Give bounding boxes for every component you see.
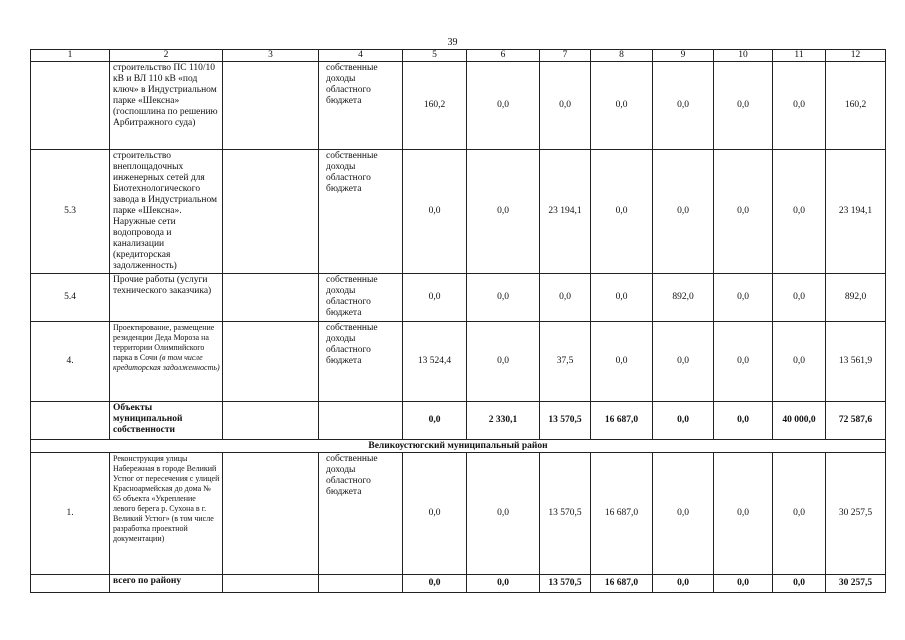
value-cell: 0,0 (403, 274, 467, 322)
table-row (31, 453, 886, 575)
value-cell: 0,0 (653, 150, 714, 274)
object-name: всего по району (110, 575, 223, 593)
value-cell: 0,0 (403, 402, 467, 440)
value-cell: 0,0 (773, 322, 826, 402)
col-header: 10 (714, 50, 773, 62)
row-number: 1. (31, 453, 110, 575)
value-cell: 0,0 (591, 274, 653, 322)
funding-source: собственные доходы областного бюджета (319, 62, 403, 150)
value-cell: 0,0 (403, 453, 467, 575)
value-cell: 160,2 (403, 62, 467, 150)
value-cell: 16 687,0 (591, 575, 653, 593)
funding-source (319, 402, 403, 440)
empty-cell (223, 62, 319, 150)
funding-source (319, 575, 403, 593)
value-cell: 0,0 (403, 150, 467, 274)
empty-cell (223, 274, 319, 322)
row-number: 5.4 (31, 274, 110, 322)
value-cell: 0,0 (591, 150, 653, 274)
value-cell: 13 570,5 (540, 575, 591, 593)
value-cell: 30 257,5 (826, 575, 886, 593)
object-name (110, 322, 223, 402)
value-cell: 0,0 (773, 575, 826, 593)
budget-table (30, 49, 886, 593)
object-name-text: Проектирование, размещение резиденции Деда Мороза на территории Олимпийского парка в Сочи (113, 323, 215, 362)
value-cell: 0,0 (653, 62, 714, 150)
section-row (31, 440, 886, 453)
value-cell: 0,0 (591, 62, 653, 150)
value-cell: 0,0 (714, 322, 773, 402)
value-cell: 16 687,0 (591, 402, 653, 440)
value-cell: 2 330,1 (467, 402, 540, 440)
value-cell: 72 587,6 (826, 402, 886, 440)
value-cell: 13 524,4 (403, 322, 467, 402)
row-number (31, 62, 110, 150)
value-cell: 892,0 (653, 274, 714, 322)
value-cell: 37,5 (540, 322, 591, 402)
value-cell: 30 257,5 (826, 453, 886, 575)
empty-cell (223, 402, 319, 440)
object-name: Реконструкция улицы Набережная в городе Великий Устюг от пересечения с улицей Красноармейская до дома № 65 объекта «Укрепление левого берега р. Сухона в г. Великий Устюг» (в том числе разработка проектной документации) (110, 453, 223, 575)
col-header: 8 (591, 50, 653, 62)
value-cell: 13 561,9 (826, 322, 886, 402)
section-title: Великоустюгский муниципальный район (31, 440, 886, 453)
funding-source: собственные доходы областного бюджета (319, 150, 403, 274)
object-name: Прочие работы (услуги технического заказчика) (110, 274, 223, 322)
value-cell: 160,2 (826, 62, 886, 150)
row-number (31, 402, 110, 440)
col-header: 7 (540, 50, 591, 62)
value-cell: 0,0 (653, 453, 714, 575)
value-cell: 0,0 (540, 274, 591, 322)
empty-cell (223, 453, 319, 575)
value-cell: 0,0 (714, 402, 773, 440)
funding-source: собственные доходы областного бюджета (319, 453, 403, 575)
value-cell: 892,0 (826, 274, 886, 322)
value-cell: 0,0 (714, 453, 773, 575)
object-name-note: (в том числе кредиторская задолженность) (113, 353, 220, 372)
value-cell: 0,0 (467, 274, 540, 322)
object-name: Объекты муниципальной собственности (110, 402, 223, 440)
subtotal-row (31, 402, 886, 440)
col-header: 3 (223, 50, 319, 62)
value-cell: 40 000,0 (773, 402, 826, 440)
row-number (31, 575, 110, 593)
col-header: 1 (31, 50, 110, 62)
value-cell: 0,0 (653, 575, 714, 593)
col-header: 2 (110, 50, 223, 62)
value-cell: 0,0 (591, 322, 653, 402)
object-name: строительство ПС 110/10 кВ и ВЛ 110 кВ «под ключ» в Индустриальном парке «Шексна» (госпошлина по решению Арбитражного суда) (110, 62, 223, 150)
value-cell: 23 194,1 (540, 150, 591, 274)
row-number: 4. (31, 322, 110, 402)
value-cell: 16 687,0 (591, 453, 653, 575)
value-cell: 23 194,1 (826, 150, 886, 274)
value-cell: 0,0 (714, 274, 773, 322)
col-header: 6 (467, 50, 540, 62)
value-cell: 0,0 (653, 322, 714, 402)
total-row (31, 575, 886, 593)
value-cell: 0,0 (467, 150, 540, 274)
table-row (31, 274, 886, 322)
value-cell: 0,0 (467, 62, 540, 150)
value-cell: 0,0 (714, 150, 773, 274)
value-cell: 0,0 (773, 453, 826, 575)
value-cell: 0,0 (714, 62, 773, 150)
funding-source: собственные доходы областного бюджета (319, 274, 403, 322)
value-cell: 0,0 (773, 274, 826, 322)
col-header: 12 (826, 50, 886, 62)
value-cell: 0,0 (467, 453, 540, 575)
value-cell: 0,0 (467, 322, 540, 402)
col-header: 11 (773, 50, 826, 62)
empty-cell (223, 322, 319, 402)
col-header: 5 (403, 50, 467, 62)
col-header: 4 (319, 50, 403, 62)
value-cell: 0,0 (714, 575, 773, 593)
row-number: 5.3 (31, 150, 110, 274)
value-cell: 0,0 (403, 575, 467, 593)
funding-source: собственные доходы областного бюджета (319, 322, 403, 402)
value-cell: 0,0 (653, 402, 714, 440)
value-cell: 0,0 (773, 150, 826, 274)
empty-cell (223, 575, 319, 593)
value-cell: 13 570,5 (540, 453, 591, 575)
value-cell: 0,0 (467, 575, 540, 593)
column-number-row (31, 50, 886, 62)
value-cell: 0,0 (773, 62, 826, 150)
value-cell: 13 570,5 (540, 402, 591, 440)
page-number: 39 (447, 37, 458, 48)
object-name: строительство внеплощадочных инженерных сетей для Биотехнологического завода в Индустриальном парке «Шексна». Наружные сети водопровода и канализации (кредиторская задолженность) (110, 150, 223, 274)
table-row (31, 62, 886, 150)
empty-cell (223, 150, 319, 274)
table-row (31, 322, 886, 402)
value-cell: 0,0 (540, 62, 591, 150)
col-header: 9 (653, 50, 714, 62)
table-row (31, 150, 886, 274)
